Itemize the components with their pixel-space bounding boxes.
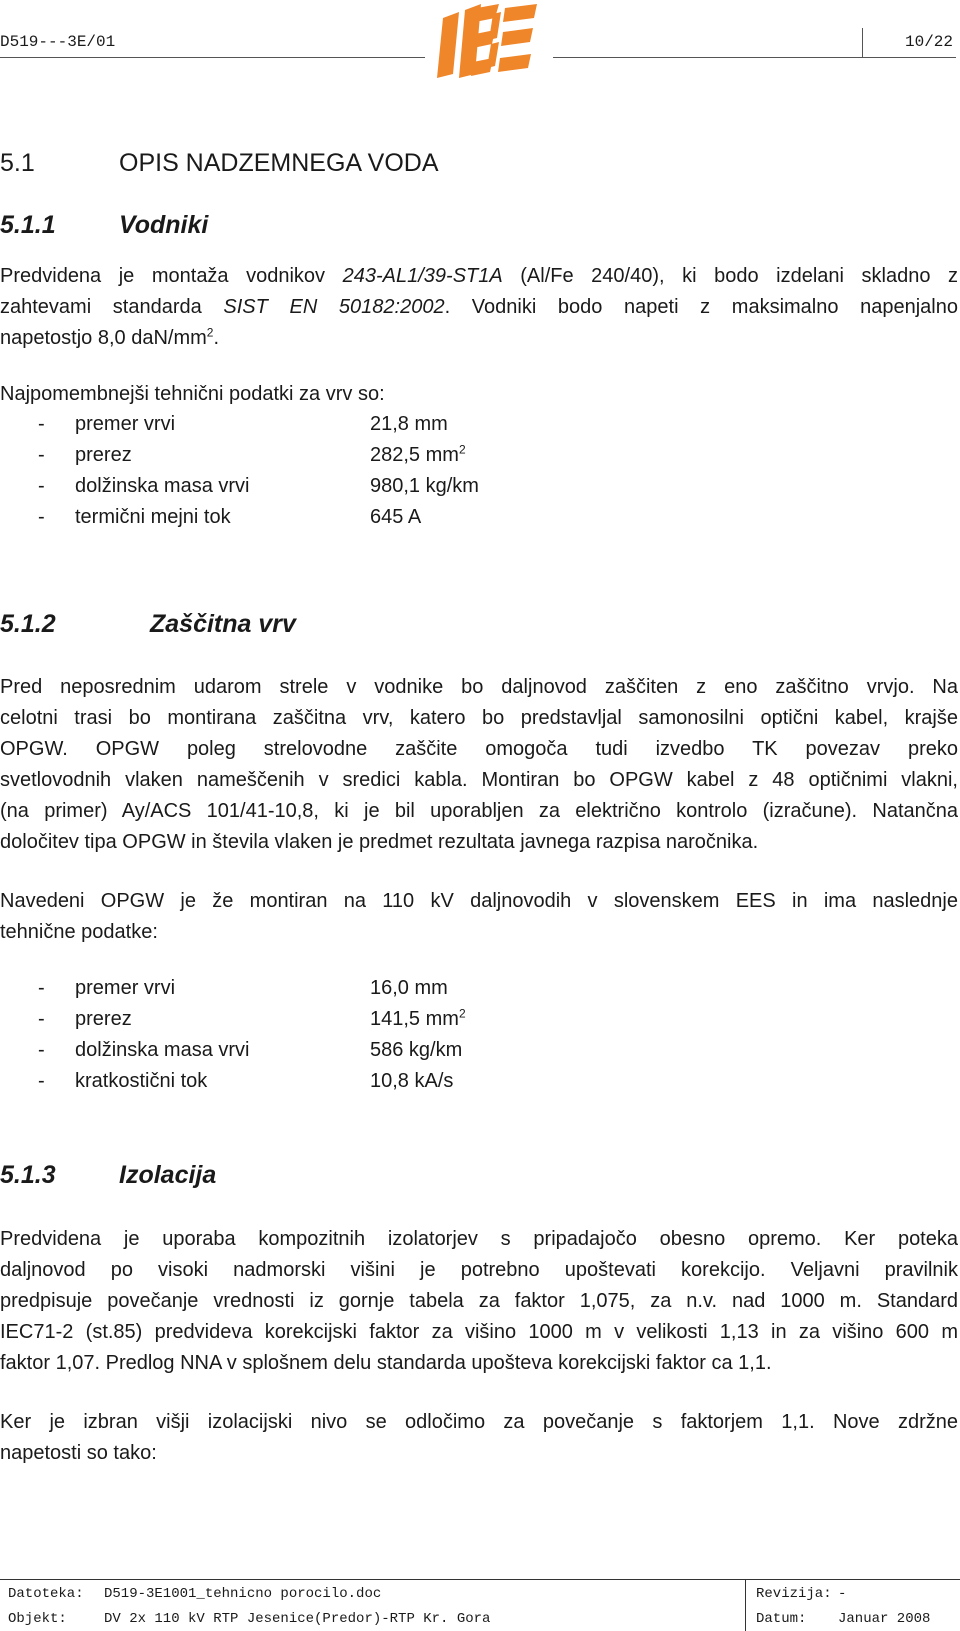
text-run: .	[213, 327, 220, 349]
spec-value	[370, 1066, 453, 1097]
spec-value-text: 10,8 kA/s	[370, 1070, 454, 1092]
spec-row	[0, 471, 600, 502]
text-run: Predvidena je montaža vodnikov	[0, 265, 343, 287]
superscript: 2	[458, 442, 466, 457]
standard-ref: SIST EN 50182:2002	[223, 296, 445, 318]
spec-value	[370, 1004, 466, 1035]
paragraph-line: celotni trasi bo montirana zaščitna vrv, katero bo predstavljal samonosilni optični kabel, krajše	[0, 707, 958, 729]
opgw-spec-list	[0, 973, 600, 1097]
subsection-heading-izolacija	[0, 1161, 216, 1190]
text-run: zahtevami standarda	[0, 296, 224, 318]
spec-row	[0, 1066, 600, 1097]
superscript: 2	[458, 1006, 466, 1021]
subsection-heading-zascitna-vrv	[0, 610, 296, 639]
conductor-type: 243-AL1/39-ST1A	[342, 265, 503, 287]
spec-value	[370, 409, 448, 440]
ibe-logo	[437, 4, 537, 80]
text-run: . Vodniki bodo napeti z maksimalno napenjalno	[444, 296, 958, 318]
spec-value-text: 282,5 mm	[370, 444, 459, 466]
paragraph-vodniki	[0, 261, 958, 354]
paragraph-line: napetosti so tako:	[0, 1442, 157, 1464]
paragraph-line: predpisuje povečanje vrednosti iz gornje tabela za faktor 1,075, za n.v. nad 1000 m. Standard	[0, 1290, 958, 1312]
specs-intro	[0, 379, 958, 410]
paragraph-line: OPGW. OPGW poleg strelovodne zaščite omogoča tudi izvedbo TK povezav preko	[0, 738, 958, 760]
subsection-title: Zaščitna vrv	[150, 610, 296, 638]
spec-value	[370, 440, 466, 471]
text-run: napetostjo 8,0 daN/mm	[0, 327, 207, 349]
subsection-number: 5.1.2	[0, 610, 56, 638]
footer-object-label: Objekt:	[8, 1611, 67, 1627]
text-run: (Al/Fe 240/40), ki bodo izdelani skladno z	[502, 265, 958, 287]
list-dash: -	[38, 1039, 45, 1061]
spec-value-text: 980,1 kg/km	[370, 475, 479, 497]
paragraph-line: Ker je izbran višji izolacijski nivo se odločimo za povečanje s faktorjem 1,1. Nove zdržne	[0, 1411, 958, 1433]
footer-date-value: Januar 2008	[838, 1611, 931, 1627]
spec-value-text: 16,0 mm	[370, 977, 448, 999]
document-id: D519---3E/01	[0, 33, 116, 51]
spec-value	[370, 502, 421, 533]
spec-value	[370, 1035, 462, 1066]
paragraph-line: Pred neposrednim udarom strele v vodnike bo daljnovod zaščiten z eno zaščitno vrvjo. Na	[0, 676, 958, 698]
paragraph-line: Predvidena je uporaba kompozitnih izolatorjev s pripadajočo obesno opremo. Ker poteka	[0, 1228, 958, 1250]
list-dash: -	[38, 977, 45, 999]
footer-rule	[0, 1579, 960, 1580]
paragraph-line: IEC71-2 (st.85) predvideva korekcijski faktor za višino 1000 m v velikosti 1,13 in za višino 600 m	[0, 1321, 958, 1343]
subsection-heading-vodniki	[0, 211, 208, 240]
list-dash: -	[38, 1008, 45, 1030]
spec-value	[370, 973, 448, 1004]
subsection-title: Vodniki	[119, 211, 209, 239]
header-rule-left	[0, 57, 425, 58]
spec-label: dolžinska masa vrvi	[75, 1039, 250, 1061]
subsection-title: Izolacija	[119, 1161, 217, 1189]
spec-row	[0, 1004, 600, 1035]
spec-row	[0, 440, 600, 471]
spec-row	[0, 502, 600, 533]
spec-row	[0, 973, 600, 1004]
paragraph-line: faktor 1,07. Predlog NNA v splošnem delu standarda upošteva korekcijski faktor ca 1,1.	[0, 1352, 772, 1374]
paragraph-line	[0, 261, 958, 292]
paragraph-zascitna-vrv	[0, 672, 958, 858]
subsection-number: 5.1.3	[0, 1161, 56, 1189]
footer-separator	[745, 1579, 746, 1631]
spec-value	[370, 471, 479, 502]
paragraph-line	[0, 323, 958, 354]
section-title: OPIS NADZEMNEGA VODA	[119, 149, 439, 177]
header-rule-right	[553, 57, 956, 58]
paragraph-line: svetlovodnih vlaken nameščenih v sredici kabla. Montiran bo OPGW kabel z 48 optičnimi vlakni,	[0, 769, 958, 791]
footer-date-label: Datum:	[756, 1611, 807, 1627]
superscript: 2	[206, 325, 214, 340]
paragraph-line: določitev tipa OPGW in števila vlaken je predmet rezultata javnega razpisa naročnika.	[0, 831, 759, 853]
spec-label: premer vrvi	[75, 977, 176, 999]
spec-row	[0, 1035, 600, 1066]
page-number: 10/22	[905, 33, 954, 51]
list-dash: -	[38, 1070, 45, 1092]
paragraph-line: Navedeni OPGW je že montiran na 110 kV daljnovodih v slovenskem EES in ima naslednje	[0, 890, 958, 912]
footer-object-value: DV 2x 110 kV RTP Jesenice(Predor)-RTP Kr. Gora	[104, 1611, 491, 1627]
footer-file-label: Datoteka:	[8, 1586, 84, 1602]
spec-label: premer vrvi	[75, 413, 176, 435]
list-dash: -	[38, 413, 45, 435]
header-separator	[862, 28, 863, 57]
footer-file-value: D519-3E1001_tehnicno porocilo.doc	[104, 1586, 382, 1602]
spec-value-text: 645 A	[370, 506, 422, 528]
paragraph-izolacija	[0, 1224, 958, 1379]
paragraph-line: Najpomembnejši tehnični podatki za vrv so:	[0, 383, 385, 405]
spec-label: termični mejni tok	[75, 506, 231, 528]
list-dash: -	[38, 506, 45, 528]
list-dash: -	[38, 475, 45, 497]
footer-revision-value: -	[838, 1586, 847, 1602]
paragraph-line: tehnične podatke:	[0, 921, 158, 943]
spec-value-text: 586 kg/km	[370, 1039, 463, 1061]
paragraph-line: daljnovod po visoki nadmorski višini je potrebno upoštevati korekcijo. Veljavni pravilnik	[0, 1259, 958, 1281]
spec-label: prerez	[75, 1008, 132, 1030]
conductor-spec-list	[0, 409, 600, 533]
list-dash: -	[38, 444, 45, 466]
spec-value-text: 141,5 mm	[370, 1008, 459, 1030]
paragraph-opgw	[0, 886, 958, 948]
subsection-number: 5.1.1	[0, 211, 56, 239]
spec-label: prerez	[75, 444, 132, 466]
spec-value-text: 21,8 mm	[370, 413, 448, 435]
spec-label: kratkostični tok	[75, 1070, 208, 1092]
spec-row	[0, 409, 600, 440]
paragraph-line: (na primer) Ay/ACS 101/41-10,8, ki je bil uporabljen za električno kontrolo (izračune). Natančna	[0, 800, 958, 822]
paragraph-line	[0, 292, 958, 323]
section-heading	[0, 149, 439, 178]
section-number: 5.1	[0, 149, 35, 177]
paragraph-napetosti	[0, 1407, 958, 1469]
spec-label: dolžinska masa vrvi	[75, 475, 250, 497]
footer-revision-label: Revizija:	[756, 1586, 832, 1602]
